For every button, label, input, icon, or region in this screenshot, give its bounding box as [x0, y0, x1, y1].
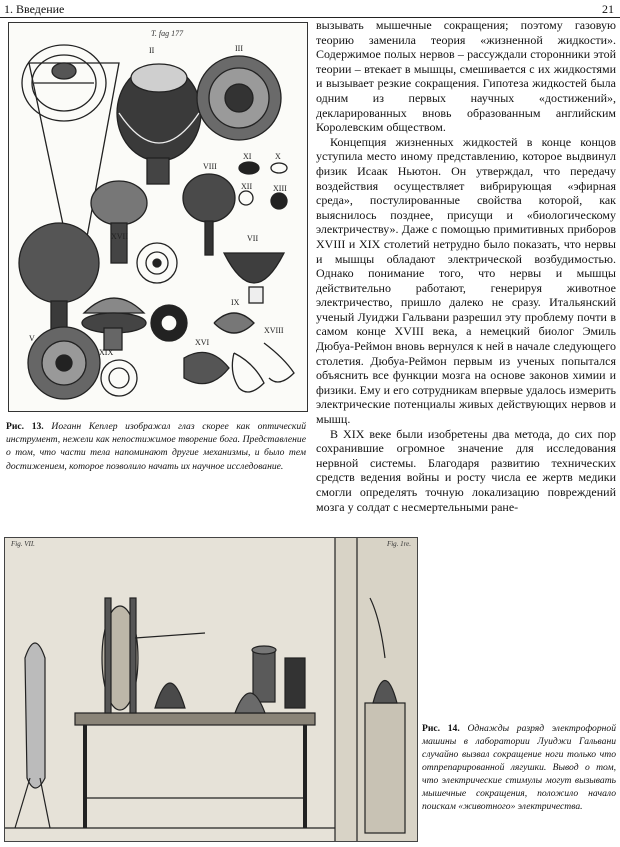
plate-label: V [29, 334, 35, 343]
plate-label: III [235, 44, 243, 53]
plate-label: X [275, 152, 281, 161]
plate-label: XII [241, 182, 253, 191]
body-text-column [316, 18, 616, 514]
plate-label: XVI [195, 338, 210, 347]
plate-label: IX [231, 298, 240, 307]
plate-label: XVIII [264, 326, 284, 335]
figure-14-label: Рис. 14. [422, 723, 460, 734]
eye-diagrams-illustration [9, 23, 307, 411]
plate-label: XI [243, 152, 252, 161]
figure-14-reference-right: Fig. 1re. [386, 540, 411, 548]
laboratory-engraving [5, 538, 417, 841]
figure-13-caption [6, 420, 306, 473]
plate-label: XIII [273, 184, 287, 193]
plate-reference: T. fag 177 [151, 29, 184, 38]
figure-13-label: Рис. 13. [6, 421, 44, 432]
figure-14-galvani-laboratory [4, 537, 418, 842]
paragraph: В XIX веке были изобретены два метода, до сих пор сохранившие огромное значение для исследования нервной системы. Благодаря развитию технических средств ведения войны и росту числа ее жертв медики смогли определять точную локализацию повреждений мозга у солдат с несмертельными ране- [316, 426, 616, 514]
figure-14-caption-text: Однажды разряд электрофорной машины в лаборатории Луиджи Гальвани случайно вызвал сокращение ноги только что отпрепарированной лягушки. Вывод о том, что электрические стимулы могут вызывать мышечные сокращения, положило начало поискам «животного» электричества. [422, 723, 617, 812]
running-header [0, 2, 620, 18]
plate-label: XVII [111, 232, 128, 241]
plate-label: VIII [203, 162, 217, 171]
figure-13-caption-text: Иоганн Кеплер изображал глаз скорее как оптический инструмент, нежели как непостижимое творение бога. Представление о том, что части тела напоминают другие механизмы, и было тем достижением, которое позволило начать их научное исследование. [6, 421, 306, 472]
plate-label: II [149, 46, 155, 55]
paragraph: вызывать мышечные сокращения; поэтому газовую теорию заменила теория «жизненной жидкости». Содержимое полых нервов – рассуждали сторонники этой теории – втекает в мышцы, смешивается с их жидкостями и вызывает резкие сокращения. Гипотеза жидкостей была одним из первых научных «достижений», декларированных вновь образованным английским Королевским обществом. [316, 18, 616, 135]
chapter-title: 1. Введение [4, 2, 65, 16]
paragraph: Концепция жизненных жидкостей в конце концов уступила место иному представлению, которое выдвинул физик Исаак Ньютон. Он утверждал, что передачу воздействия осуществляет вибрирующая «эфирная среда», постулированные свойства которой, как выяснилось позднее, присущи и «биологическому электричеству». Даже с помощью примитивных приборов XVIII и XIX столетий нетрудно было показать, что нервы и мышцы обладают электрической возбудимостью. Однако понимание того, что нервы и мышцы действительно работают, генерируя животное электричество, пришло далеко не сразу. Итальянский ученый Луиджи Гальвани разрешил эту проблему почти в самом конце XVIII века, а немецкий биолог Эмиль Дюбуа-Реймон вновь вернулся к ней в начале следующего столетия. Дюбуа-Реймон первым из ученых попытался объяснить все функции мозга на основе законов химии и физики. Ему и его сотрудникам впервые удалось измерить электрические потенциалы живых действующих нервов и мышц. [316, 134, 616, 427]
figure-14-reference-left: Fig. VII. [11, 540, 35, 548]
plate-label: XIX [99, 348, 114, 357]
figure-13-kepler-eye-plate [8, 22, 308, 412]
plate-label: VII [247, 234, 259, 243]
page-number: 21 [602, 2, 614, 16]
figure-14-caption [422, 722, 616, 813]
